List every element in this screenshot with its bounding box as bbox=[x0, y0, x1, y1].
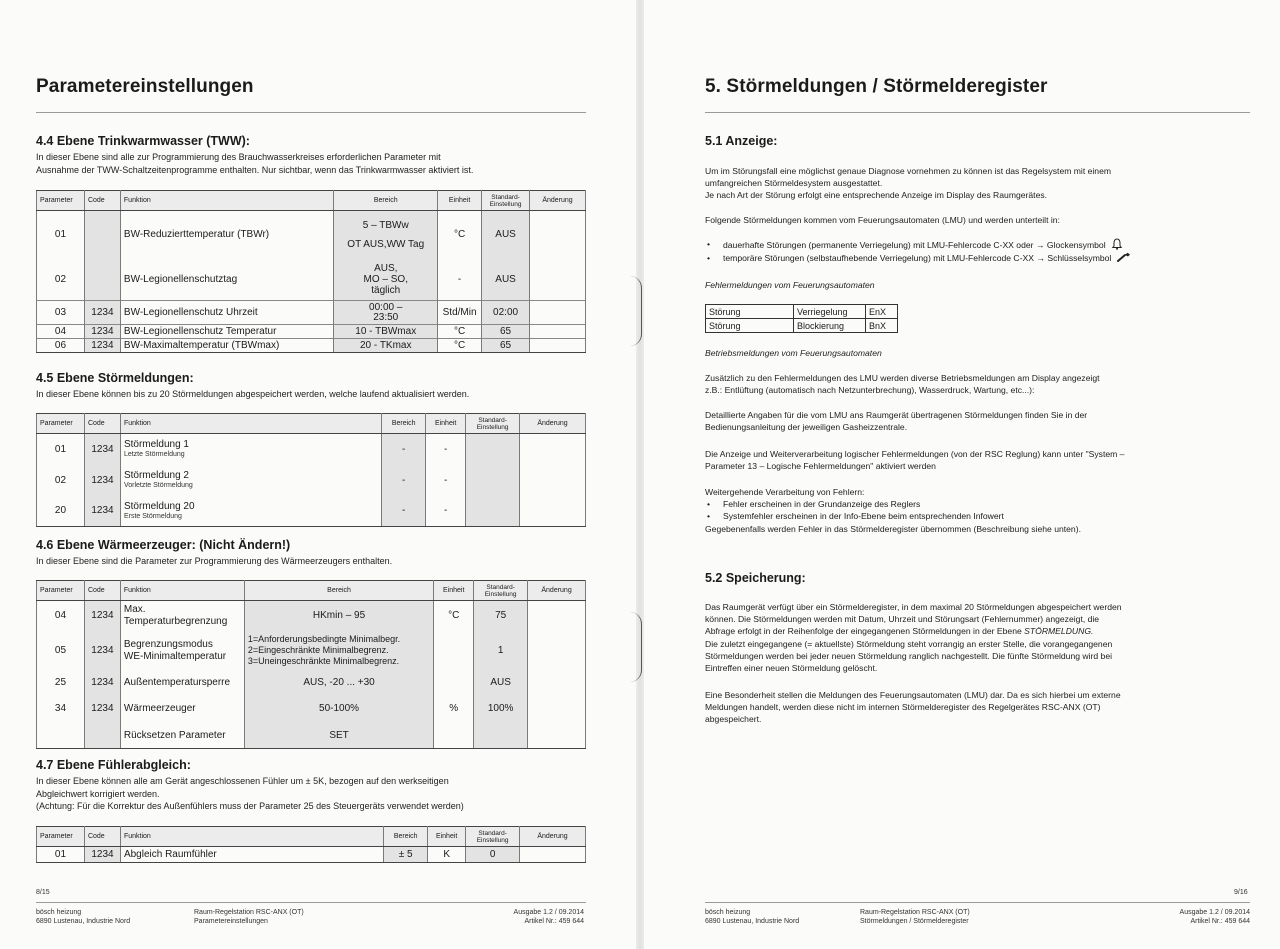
cell-aenderung bbox=[520, 847, 586, 863]
cell-parameter: 01 bbox=[37, 847, 85, 863]
cell-standard bbox=[474, 723, 528, 749]
paragraph: Detaillierte Angaben für die vom LMU ans Raumgerät übertragenen Störmeldungen finden Sie in der Bedienungsanleitung der jeweiligen Gasheizzentrale. bbox=[705, 410, 1088, 433]
title-divider bbox=[36, 112, 586, 113]
cell-einheit: % bbox=[434, 695, 474, 723]
section-intro-4-5: In dieser Ebene können bis zu 20 Störmeldungen abgespeichert werden, welche laufend aktualisiert werden. bbox=[36, 389, 470, 399]
cell-code: 1234 bbox=[84, 847, 120, 863]
cell-standard bbox=[466, 496, 520, 527]
cell-einheit: °C bbox=[438, 325, 482, 339]
cell-aenderung bbox=[520, 496, 586, 527]
cell-code: 1234 bbox=[84, 695, 120, 723]
col-header-standard: Standard- Einstellung bbox=[482, 191, 530, 211]
col-header-bereich: Bereich bbox=[334, 191, 438, 211]
cell-parameter: 06 bbox=[37, 339, 85, 353]
cell-standard: AUS bbox=[482, 259, 530, 301]
cell-code bbox=[84, 723, 120, 749]
cell-aenderung bbox=[528, 671, 586, 695]
fault-code-table bbox=[705, 304, 898, 333]
intro-line: Ausnahme der TWW-Schaltzeitenprogramme enthalten. Nur sichtbar, wenn das Trinkwarmwasser aktiviert ist. bbox=[36, 164, 474, 175]
col-header-code: Code bbox=[84, 191, 120, 211]
section-intro-4-7: In dieser Ebene können alle am Gerät angeschlossenen Fühler um ± 5K, bezogen auf den werkseitigen Abgleichwert korrigiert werden. (Achtung: Für die Korrektur des Außenfühlers muss der Parameter 25 des Steuergeräts verwendet werden) bbox=[36, 776, 464, 812]
cell-standard bbox=[466, 434, 520, 465]
table-row bbox=[37, 631, 586, 671]
col-header-parameter: Parameter bbox=[37, 414, 85, 434]
cell-einheit: Std/Min bbox=[438, 301, 482, 325]
footer-company: bösch heizung 6890 Lustenau, Industrie Nord bbox=[705, 909, 800, 925]
list-item: • Fehler erscheinen in der Grundanzeige des Reglers bbox=[705, 498, 1265, 510]
cell-parameter: 04 bbox=[37, 325, 85, 339]
col-header-code: Code bbox=[84, 827, 120, 847]
page-number: 9/16 bbox=[1234, 889, 1248, 896]
cell-bereich: AUS, MO – SO, täglich bbox=[334, 259, 438, 301]
table-row bbox=[37, 301, 586, 325]
col-header-bereich: Bereich bbox=[244, 581, 433, 601]
col-header-standard: Standard- Einstellung bbox=[466, 827, 520, 847]
footer-edition: Ausgabe 1.2 / 09.2014 Artikel Nr.: 459 644 bbox=[513, 909, 584, 925]
col-header-code: Code bbox=[84, 581, 120, 601]
paragraph: Eine Besonderheit stellen die Meldungen des Feuerungsautomaten (LMU) dar. Da es sich hierbei um externe Meldungen handelt, werden diese nicht im internen Störmelderegister des Regelgerätes RSC-ANX (OT) abgespeichert. bbox=[705, 690, 1121, 725]
cell-einheit: - bbox=[438, 259, 482, 301]
col-header-einheit: Einheit bbox=[434, 581, 474, 601]
cell-einheit: °C bbox=[434, 601, 474, 631]
paragraph: Um im Störungsfall eine möglichst genaue Diagnose vornehmen zu können ist das Regelsystem mit einem umfangreichen Störmeldesystem ausgestattet. Je nach Art der Störung erfolgt eine entsprechende Anzeige im Display des Raumgerätes. bbox=[705, 166, 1112, 201]
col-header-standard: Standard- Einstellung bbox=[474, 581, 528, 601]
cell-standard: 75 bbox=[474, 601, 528, 631]
col-header-aenderung: Änderung bbox=[520, 414, 586, 434]
section-heading-4-6: 4.6 Ebene Wärmeerzeuger: (Nicht Ändern!) bbox=[36, 538, 291, 552]
binding-mark bbox=[630, 276, 642, 346]
table-row bbox=[37, 847, 586, 863]
cell: BnX bbox=[866, 319, 898, 333]
cell-bereich: 5 – TBWw OT AUS,WW Tag bbox=[334, 211, 438, 259]
table-row bbox=[706, 305, 898, 319]
cell-standard: 100% bbox=[474, 695, 528, 723]
cell-standard bbox=[466, 465, 520, 496]
table-row bbox=[37, 325, 586, 339]
cell-parameter: 25 bbox=[37, 671, 85, 695]
parameter-table-fuehlerabgleich bbox=[36, 826, 586, 863]
cell-aenderung bbox=[520, 465, 586, 496]
footer-product: Raum-Regelstation RSC-ANX (OT) Störmeldungen / Störmelderegister bbox=[860, 909, 970, 925]
section-heading-5-2: 5.2 Speicherung: bbox=[705, 571, 806, 585]
cell-funktion: Rücksetzen Parameter bbox=[120, 723, 244, 749]
cell-parameter: 02 bbox=[37, 259, 85, 301]
cell-aenderung bbox=[528, 723, 586, 749]
col-header-standard: Standard- Einstellung bbox=[466, 414, 520, 434]
cell-bereich: 1=Anforderungsbedingte Minimalbegr. 2=Eingeschränkte Minimalbegrenz. 3=Uneingeschränkte Minimalbegrenz. bbox=[244, 631, 433, 671]
table-row bbox=[37, 434, 586, 465]
footer-product: Raum-Regelstation RSC-ANX (OT) Parametereinstellungen bbox=[194, 909, 304, 925]
cell-standard: 0 bbox=[466, 847, 520, 863]
paragraph: Weitergehende Verarbeitung von Fehlern: bbox=[705, 487, 865, 497]
cell-bereich: AUS, -20 ... +30 bbox=[244, 671, 433, 695]
footer-divider bbox=[705, 902, 1250, 903]
caption: Betriebsmeldungen vom Feuerungsautomaten bbox=[705, 348, 882, 358]
cell-einheit bbox=[434, 671, 474, 695]
footer-divider bbox=[36, 902, 586, 903]
cell-einheit bbox=[434, 723, 474, 749]
cell-einheit bbox=[434, 631, 474, 671]
page-title: 5. Störmeldungen / Störmelderegister bbox=[705, 76, 1048, 97]
cell: Störung bbox=[706, 305, 794, 319]
cell-aenderung bbox=[520, 434, 586, 465]
cell-parameter bbox=[37, 723, 85, 749]
cell: Blockierung bbox=[794, 319, 866, 333]
cell-funktion: Störmeldung 1 Letzte Störmeldung bbox=[120, 434, 381, 465]
cell-bereich: 20 - TKmax bbox=[334, 339, 438, 353]
title-divider bbox=[705, 112, 1250, 113]
section-heading-4-4: 4.4 Ebene Trinkwarmwasser (TWW): bbox=[36, 134, 250, 148]
table-row bbox=[37, 259, 586, 301]
caption: Fehlermeldungen vom Feuerungsautomaten bbox=[705, 280, 875, 290]
cell-aenderung bbox=[530, 339, 586, 353]
cell-code: 1234 bbox=[84, 301, 120, 325]
table-header-row bbox=[37, 581, 586, 601]
cell-parameter: 02 bbox=[37, 465, 85, 496]
footer-edition: Ausgabe 1.2 / 09.2014 Artikel Nr.: 459 644 bbox=[1179, 909, 1250, 925]
list-item: • dauerhafte Störungen (permanente Verriegelung) mit LMU-Fehlercode C-XX oder → Glockensymbol bbox=[705, 238, 1265, 252]
col-header-einheit: Einheit bbox=[426, 414, 466, 434]
col-header-funktion: Funktion bbox=[120, 827, 383, 847]
table-row bbox=[37, 723, 586, 749]
parameter-table-waermeerzeuger bbox=[36, 580, 586, 749]
cell-bereich: - bbox=[382, 496, 426, 527]
cell-parameter: 01 bbox=[37, 434, 85, 465]
parameter-table-stoermeldungen bbox=[36, 413, 586, 527]
cell: Verriegelung bbox=[794, 305, 866, 319]
cell-code: 1234 bbox=[84, 465, 120, 496]
error-handling-list bbox=[705, 498, 1265, 522]
cell-bereich: HKmin – 95 bbox=[244, 601, 433, 631]
cell-code: 1234 bbox=[84, 339, 120, 353]
col-header-einheit: Einheit bbox=[438, 191, 482, 211]
right-page bbox=[644, 0, 1280, 949]
paragraph: Zusätzlich zu den Fehlermeldungen des LMU werden diverse Betriebsmeldungen am Display angezeigt z.B.: Entlüftung (automatisch nach Netzunterbrechung), Wasserdruck, Wartung, etc...): bbox=[705, 373, 1100, 396]
cell-bereich: 50-100% bbox=[244, 695, 433, 723]
col-header-parameter: Parameter bbox=[37, 581, 85, 601]
page-title: Parametereinstellungen bbox=[36, 76, 254, 97]
cell-funktion: Störmeldung 2 Vorletzte Störmeldung bbox=[120, 465, 381, 496]
cell-funktion: Max. Temperaturbegrenzung bbox=[120, 601, 244, 631]
cell-funktion: Wärmeerzeuger bbox=[120, 695, 244, 723]
col-header-code: Code bbox=[84, 414, 120, 434]
col-header-funktion: Funktion bbox=[120, 414, 381, 434]
cell-bereich: 00:00 – 23:50 bbox=[334, 301, 438, 325]
col-header-bereich: Bereich bbox=[384, 827, 428, 847]
cell-code: 1234 bbox=[84, 631, 120, 671]
cell-code bbox=[84, 259, 120, 301]
section-heading-4-5: 4.5 Ebene Störmeldungen: bbox=[36, 371, 194, 385]
paragraph: Die Anzeige und Weiterverarbeitung logischer Fehlermeldungen (von der RSC Reglung) kann unter "System – Parameter 13 – Logische Fehlermeldungen" aktiviert werden bbox=[705, 449, 1125, 472]
cell-funktion: Außentemperatursperre bbox=[120, 671, 244, 695]
cell-code: 1234 bbox=[84, 325, 120, 339]
cell-einheit: - bbox=[426, 496, 466, 527]
cell-standard: AUS bbox=[482, 211, 530, 259]
cell-bereich: - bbox=[382, 434, 426, 465]
cell-aenderung bbox=[530, 259, 586, 301]
col-header-funktion: Funktion bbox=[120, 191, 333, 211]
cell-funktion: BW-Legionellenschutz Temperatur bbox=[120, 325, 333, 339]
cell-funktion: BW-Legionellenschutztag bbox=[120, 259, 333, 301]
cell-standard: 02:00 bbox=[482, 301, 530, 325]
cell-einheit: °C bbox=[438, 339, 482, 353]
section-intro-4-6: In dieser Ebene sind die Parameter zur Programmierung des Wärmeerzeugers enthalten. bbox=[36, 556, 393, 566]
intro-line: In dieser Ebene sind alle zur Programmierung des Brauchwasserkreises erforderlichen Parameter mit bbox=[36, 152, 441, 162]
bell-icon bbox=[1111, 238, 1123, 250]
cell-funktion: Abgleich Raumfühler bbox=[120, 847, 383, 863]
page-gutter bbox=[636, 0, 644, 949]
col-header-einheit: Einheit bbox=[428, 827, 466, 847]
section-heading-4-7: 4.7 Ebene Fühlerabgleich: bbox=[36, 758, 191, 772]
cell-code: 1234 bbox=[84, 434, 120, 465]
table-header-row bbox=[37, 414, 586, 434]
cell-aenderung bbox=[530, 301, 586, 325]
paragraph: Das Raumgerät verfügt über ein Störmelderegister, in dem maximal 20 Störmeldungen abgespeichert werden können. Die Störmeldungen werden mit Datum, Uhrzeit und Störungsart (Fehlernummer) angezeigt, die Abfrage erfolgt in der Reihenfolge der eingegangenen Störmeldungen in der Ebene STÖRMELDUNG. Die zuletzt eingegangene (= aktuellste) Störmeldung steht vorrangig an erster Stelle, die vorangegangenen Störmeldungen werden bei jeder neuen Störmeldung ranglich nachgestellt. Die fünfte Störmeldung wird bei Eintreffen einer neuen Störmeldung gelöscht. bbox=[705, 602, 1122, 674]
cell-parameter: 01 bbox=[37, 211, 85, 259]
cell-code: 1234 bbox=[84, 601, 120, 631]
table-row bbox=[706, 319, 898, 333]
fault-type-list bbox=[705, 238, 1265, 264]
table-row bbox=[37, 695, 586, 723]
table-row bbox=[37, 211, 586, 259]
table-row bbox=[37, 601, 586, 631]
cell-standard: AUS bbox=[474, 671, 528, 695]
table-row bbox=[37, 496, 586, 527]
cell-funktion: Begrenzungsmodus WE-Minimaltemperatur bbox=[120, 631, 244, 671]
cell-standard: 1 bbox=[474, 631, 528, 671]
col-header-parameter: Parameter bbox=[37, 191, 85, 211]
cell-funktion: BW-Reduzierttemperatur (TBWr) bbox=[120, 211, 333, 259]
table-row bbox=[37, 339, 586, 353]
cell-standard: 65 bbox=[482, 339, 530, 353]
cell-code bbox=[84, 211, 120, 259]
cell-parameter: 04 bbox=[37, 601, 85, 631]
cell-einheit: K bbox=[428, 847, 466, 863]
cell-aenderung bbox=[528, 631, 586, 671]
cell-standard: 65 bbox=[482, 325, 530, 339]
wrench-icon bbox=[1117, 252, 1131, 262]
cell-code: 1234 bbox=[84, 496, 120, 527]
cell-aenderung bbox=[528, 601, 586, 631]
cell-funktion: Störmeldung 20 Erste Störmeldung bbox=[120, 496, 381, 527]
list-item: • temporäre Störungen (selbstaufhebende Verriegelung) mit LMU-Fehlercode C-XX → Schlüsselsymbol bbox=[705, 252, 1265, 265]
cell-aenderung bbox=[530, 211, 586, 259]
cell-aenderung bbox=[528, 695, 586, 723]
cell-parameter: 20 bbox=[37, 496, 85, 527]
col-header-bereich: Bereich bbox=[382, 414, 426, 434]
col-header-aenderung: Änderung bbox=[520, 827, 586, 847]
section-heading-5-1: 5.1 Anzeige: bbox=[705, 134, 778, 148]
page-number: 8/15 bbox=[36, 889, 50, 896]
cell-funktion: BW-Legionellenschutz Uhrzeit bbox=[120, 301, 333, 325]
cell: EnX bbox=[866, 305, 898, 319]
list-item: • Systemfehler erscheinen in der Info-Ebene beim entsprechenden Infowert bbox=[705, 510, 1265, 522]
parameter-table-tww bbox=[36, 190, 586, 353]
section-intro-4-4 bbox=[36, 151, 596, 176]
cell-parameter: 34 bbox=[37, 695, 85, 723]
table-row bbox=[37, 465, 586, 496]
cell-parameter: 05 bbox=[37, 631, 85, 671]
cell-einheit: - bbox=[426, 434, 466, 465]
table-header-row bbox=[37, 191, 586, 211]
col-header-funktion: Funktion bbox=[120, 581, 244, 601]
col-header-parameter: Parameter bbox=[37, 827, 85, 847]
cell-einheit: - bbox=[426, 465, 466, 496]
cell-bereich: ± 5 bbox=[384, 847, 428, 863]
cell-funktion: BW-Maximaltemperatur (TBWmax) bbox=[120, 339, 333, 353]
table-header-row bbox=[37, 827, 586, 847]
cell-code: 1234 bbox=[84, 671, 120, 695]
cell-bereich: SET bbox=[244, 723, 433, 749]
table-row bbox=[37, 671, 586, 695]
cell-parameter: 03 bbox=[37, 301, 85, 325]
col-header-aenderung: Änderung bbox=[530, 191, 586, 211]
cell-bereich: - bbox=[382, 465, 426, 496]
left-page bbox=[0, 0, 636, 949]
cell-aenderung bbox=[530, 325, 586, 339]
cell-einheit: °C bbox=[438, 211, 482, 259]
footer-company: bösch heizung 6890 Lustenau, Industrie Nord bbox=[36, 909, 131, 925]
binding-mark bbox=[630, 612, 642, 682]
col-header-aenderung: Änderung bbox=[528, 581, 586, 601]
paragraph: Gegebenenfalls werden Fehler in das Störmelderegister übernommen (Beschreibung siehe unten). bbox=[705, 524, 1081, 534]
cell: Störung bbox=[706, 319, 794, 333]
paragraph: Folgende Störmeldungen kommen vom Feuerungsautomaten (LMU) und werden unterteilt in: bbox=[705, 215, 1060, 225]
cell-bereich: 10 - TBWmax bbox=[334, 325, 438, 339]
